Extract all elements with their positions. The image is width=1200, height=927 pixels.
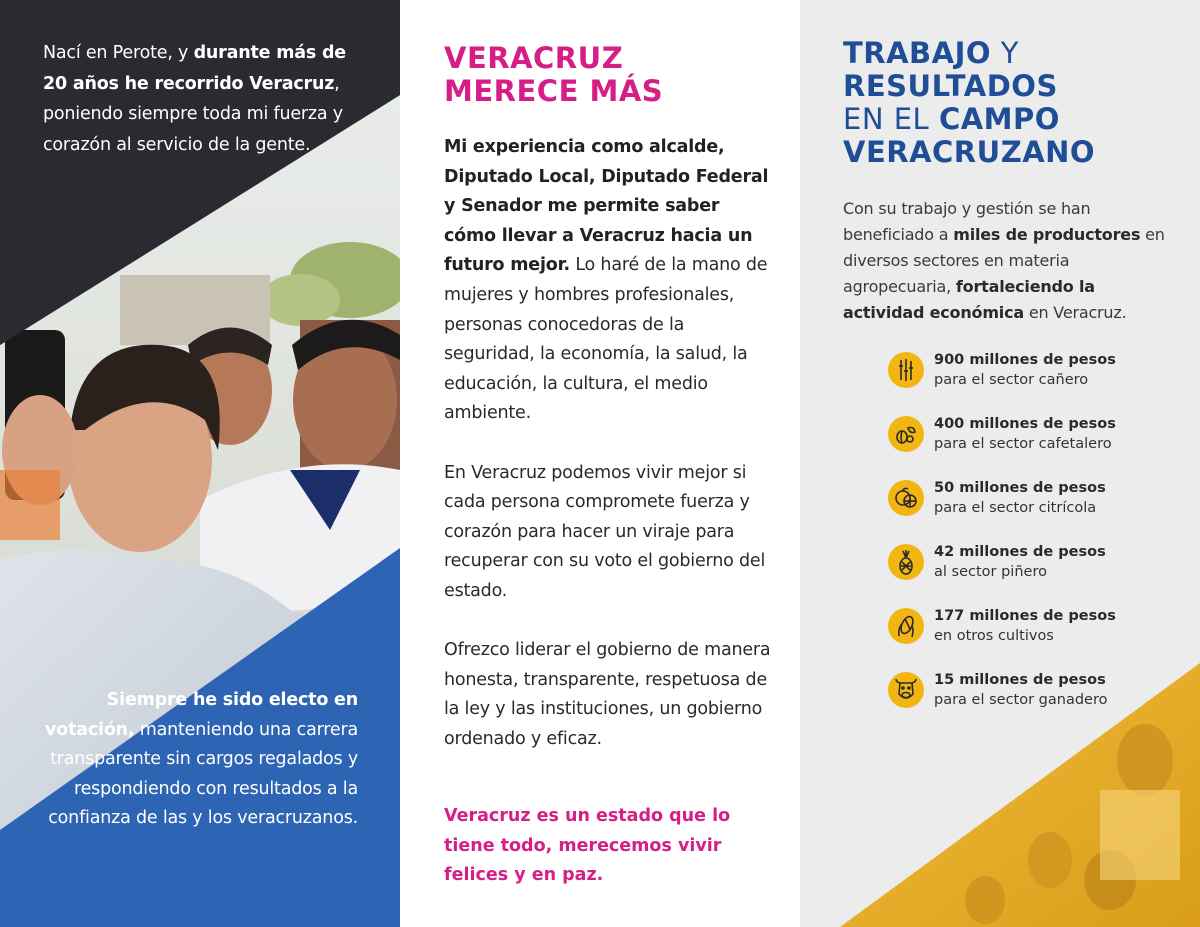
stat-item — [888, 480, 1188, 526]
intro-text-2: , poniendo siempre toda mi fuerza y corazón al servicio de la gente. — [43, 73, 343, 155]
paragraph-experience-rest: Lo haré de la mano de mujeres y hombres profesionales, personas conocedoras de la seguridad, la economía, la salud, la educación, la cultura, el medio ambiente. — [444, 255, 768, 424]
stat-item — [888, 352, 1188, 398]
campo-intro-5: en Veracruz. — [1023, 303, 1127, 322]
intro-text-bold: durante más de 20 años he recorrido Veracruz — [43, 43, 346, 94]
campo-intro-1: Con su trabajo y gestión se han beneficiado a — [843, 199, 1091, 244]
campo-title — [843, 37, 1095, 169]
stat-desc: para el sector cafetalero — [934, 436, 1112, 452]
closing-statement: Veracruz es un estado que lo tiene todo, merecemos vivir felices y en paz. — [444, 806, 731, 886]
campo-title-w1: TRABAJO — [843, 36, 992, 70]
election-note-rest: manteniendo una carrera transparente sin cargos regalados y respondiendo con resultados a la confianza de las y los veracruzanos. — [48, 719, 358, 828]
citrus-icon — [888, 480, 924, 516]
stat-item — [888, 544, 1188, 590]
campo-intro-4: fortaleciendo la actividad económica — [843, 277, 1095, 322]
middle-panel — [400, 0, 800, 927]
stat-amount: 900 millones de pesos — [934, 352, 1116, 368]
right-panel — [800, 0, 1200, 927]
section-title-line1: VERACRUZ — [444, 41, 624, 75]
pineapple-icon — [888, 544, 924, 580]
stat-amount: 42 millones de pesos — [934, 544, 1106, 560]
stat-amount: 400 millones de pesos — [934, 416, 1116, 432]
campo-title-w3: RESULTADOS — [843, 69, 1058, 103]
intro-text-1: Nací en Perote, y — [43, 43, 194, 63]
campo-intro-3: en diversos sectores en materia agropecuaria, — [843, 225, 1165, 296]
body-text — [444, 133, 774, 784]
corn-icon — [888, 608, 924, 644]
campo-title-w2: Y — [991, 36, 1019, 70]
stat-desc: al sector piñero — [934, 564, 1047, 580]
campo-title-w4: EN EL — [843, 102, 939, 136]
stat-amount: 15 millones de pesos — [934, 672, 1106, 688]
stat-desc: para el sector citrícola — [934, 500, 1097, 516]
stat-item — [888, 672, 1188, 718]
stat-amount: 177 millones de pesos — [934, 608, 1116, 624]
cattle-icon — [888, 672, 924, 708]
election-note — [28, 686, 358, 834]
campo-title-w5: CAMPO — [938, 102, 1060, 136]
campo-title-w6: VERACRUZANO — [843, 135, 1096, 169]
paragraph-experience — [444, 133, 774, 429]
stat-amount: 50 millones de pesos — [934, 480, 1106, 496]
stat-desc: para el sector cañero — [934, 372, 1089, 388]
left-panel — [0, 0, 400, 927]
stat-item — [888, 608, 1188, 654]
campo-intro-2: miles de productores — [953, 225, 1141, 244]
sugarcane-icon — [888, 352, 924, 388]
section-title — [444, 42, 663, 108]
paragraph-vote: En Veracruz podemos vivir mejor si cada persona compromete fuerza y corazón para hacer un viraje para recuperar con su voto el gobierno del estado. — [444, 462, 766, 601]
stat-item — [888, 416, 1188, 462]
intro-text — [43, 38, 363, 160]
section-title-line2: MERECE MÁS — [444, 74, 664, 108]
paragraph-offer: Ofrezco liderar el gobierno de manera honesta, transparente, respetuosa de la ley y las instituciones, un gobierno ordenado y eficaz. — [444, 640, 771, 749]
campo-intro — [843, 196, 1173, 326]
coffee-icon — [888, 416, 924, 452]
stat-desc: para el sector ganadero — [934, 692, 1108, 708]
election-note-bold: Siempre he sido electo en votación, — [45, 690, 358, 740]
stat-desc: en otros cultivos — [934, 628, 1054, 644]
paragraph-experience-bold: Mi experiencia como alcalde, Diputado Local, Diputado Federal y Senador me permite saber cómo llevar a Veracruz hacia un futuro mejor. — [444, 137, 769, 276]
